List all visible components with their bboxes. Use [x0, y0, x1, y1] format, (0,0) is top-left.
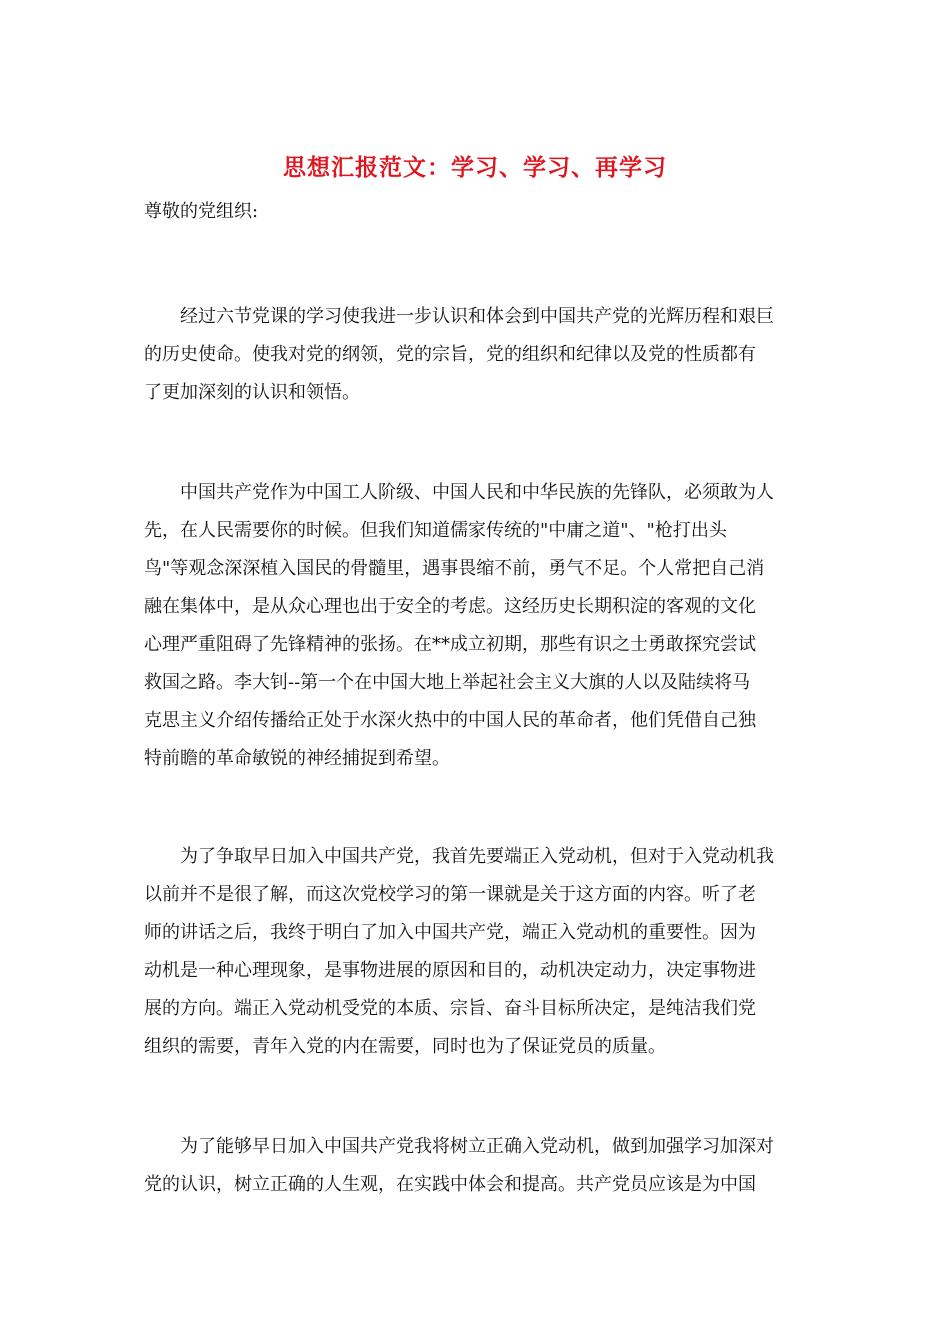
paragraph-line: 党的认识，树立正确的人生观，在实践中体会和提高。共产党员应该是为中国 — [144, 1174, 756, 1195]
paragraph-1 — [144, 298, 812, 412]
paragraph-line: 动机是一种心理现象，是事物进展的原因和目的，动机决定动力，决定事物进 — [144, 960, 756, 981]
paragraph-line: 鸟"等观念深深植入国民的骨髓里，遇事畏缩不前，勇气不足。个人常把自己消 — [144, 558, 765, 579]
paragraph-line: 为了争取早日加入中国共产党，我首先要端正入党动机，但对于入党动机我 — [180, 846, 774, 867]
paragraph-line: 救国之路。李大钊--第一个在中国大地上举起社会主义大旗的人以及陆续将马 — [144, 672, 751, 693]
paragraph-line: 了更加深刻的认识和领悟。 — [144, 382, 360, 403]
paragraph-3 — [144, 838, 812, 1066]
paragraph-line: 经过六节党课的学习使我进一步认识和体会到中国共产党的光辉历程和艰巨 — [180, 306, 774, 327]
paragraph-line: 的历史使命。使我对党的纲领，党的宗旨，党的组织和纪律以及党的性质都有 — [144, 344, 756, 365]
paragraph-4 — [144, 1128, 812, 1204]
paragraph-line: 融在集体中，是从众心理也出于安全的考虑。这经历史长期积淀的客观的文化 — [144, 596, 756, 617]
salutation: 尊敬的党组织: — [144, 201, 259, 222]
paragraph-line: 组织的需要，青年入党的内在需要，同时也为了保证党员的质量。 — [144, 1036, 666, 1057]
paragraph-line: 师的讲话之后，我终于明白了加入中国共产党，端正入党动机的重要性。因为 — [144, 922, 756, 943]
paragraph-line: 以前并不是很了解，而这次党校学习的第一课就是关于这方面的内容。听了老 — [144, 884, 756, 905]
paragraph-line: 先，在人民需要你的时候。但我们知道儒家传统的"中庸之道"、"枪打出头 — [144, 520, 727, 541]
paragraph-line: 心理严重阻碍了先锋精神的张扬。在**成立初期，那些有识之士勇敢探究尝试 — [144, 634, 756, 655]
paragraph-line: 中国共产党作为中国工人阶级、中国人民和中华民族的先锋队，必须敢为人 — [180, 482, 774, 503]
paragraph-line: 为了能够早日加入中国共产党我将树立正确入党动机，做到加强学习加深对 — [180, 1136, 774, 1157]
paragraph-line: 展的方向。端正入党动机受党的本质、宗旨、奋斗目标所决定，是纯洁我们党 — [144, 998, 756, 1019]
document-title: 思想汇报范文：学习、学习、再学习 — [283, 154, 667, 181]
paragraph-line: 克思主义介绍传播给正处于水深火热中的中国人民的革命者，他们凭借自己独 — [144, 710, 756, 731]
paragraph-line: 特前瞻的革命敏锐的神经捕捉到希望。 — [144, 748, 450, 769]
paragraph-2 — [144, 474, 812, 778]
